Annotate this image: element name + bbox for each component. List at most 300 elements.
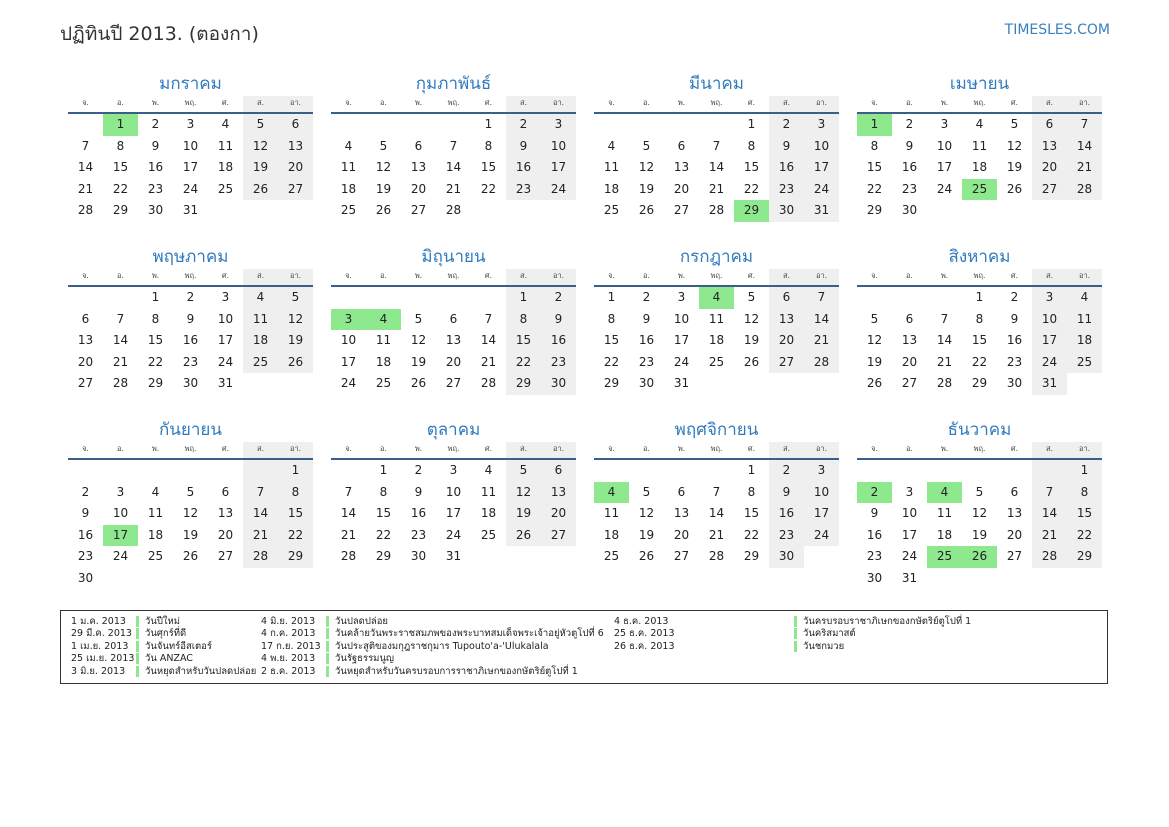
day-cell[interactable]: 8 — [607, 311, 616, 326]
day-cell[interactable]: 2 — [905, 117, 914, 131]
day-cell[interactable]: 6 — [278, 114, 313, 136]
day-cell[interactable]: 22 — [603, 354, 620, 369]
day-cell[interactable]: 28 — [708, 203, 725, 218]
day-cell[interactable]: 25 — [708, 354, 725, 369]
day-cell[interactable]: 1 — [975, 290, 984, 304]
day-cell[interactable]: 8 — [747, 138, 756, 153]
day-cell[interactable]: 8 — [1067, 482, 1102, 504]
day-cell[interactable]: 21 — [445, 181, 462, 196]
day-cell[interactable]: 7 — [1032, 482, 1067, 504]
day-cell[interactable]: 23 — [638, 354, 655, 369]
day-cell[interactable]: 19 — [278, 330, 313, 352]
day-cell[interactable]: 11 — [375, 333, 392, 348]
day-cell[interactable]: 1 — [747, 117, 756, 131]
day-cell[interactable]: 17 — [541, 157, 576, 179]
day-cell[interactable]: 21 — [243, 525, 278, 547]
day-cell[interactable]: 24 — [541, 179, 576, 201]
day-cell[interactable]: 7 — [344, 484, 353, 499]
day-cell[interactable]: 27 — [673, 203, 690, 218]
day-cell[interactable]: 5 — [414, 311, 423, 326]
day-cell[interactable]: 16 — [541, 330, 576, 352]
day-cell[interactable]: 27 — [901, 376, 918, 391]
day-cell[interactable]: 2 — [541, 287, 576, 309]
day-cell[interactable]: 23 — [541, 352, 576, 374]
day-cell[interactable]: 18 — [1067, 330, 1102, 352]
day-cell[interactable]: 2 — [769, 114, 804, 136]
day-cell[interactable]: 28 — [340, 549, 357, 564]
day-cell[interactable]: 10 — [804, 136, 839, 158]
day-cell[interactable]: 23 — [147, 181, 164, 196]
day-cell[interactable]: 30 — [769, 546, 804, 568]
day-cell[interactable]: 12 — [182, 506, 199, 521]
holiday-day-cell[interactable]: 25 — [927, 546, 962, 568]
day-cell[interactable]: 29 — [603, 376, 620, 391]
day-cell[interactable]: 14 — [480, 333, 497, 348]
day-cell[interactable]: 15 — [147, 333, 164, 348]
day-cell[interactable]: 11 — [708, 311, 725, 326]
day-cell[interactable]: 13 — [217, 506, 234, 521]
day-cell[interactable]: 15 — [278, 503, 313, 525]
day-cell[interactable]: 3 — [804, 114, 839, 136]
day-cell[interactable]: 6 — [221, 484, 230, 499]
day-cell[interactable]: 29 — [112, 203, 129, 218]
day-cell[interactable]: 25 — [603, 203, 620, 218]
day-cell[interactable]: 21 — [936, 354, 953, 369]
day-cell[interactable]: 24 — [936, 181, 953, 196]
day-cell[interactable]: 22 — [147, 354, 164, 369]
day-cell[interactable]: 10 — [340, 333, 357, 348]
day-cell[interactable]: 5 — [642, 138, 651, 153]
day-cell[interactable]: 11 — [971, 138, 988, 153]
day-cell[interactable]: 5 — [379, 138, 388, 153]
day-cell[interactable]: 31 — [182, 203, 199, 218]
day-cell[interactable]: 13 — [901, 333, 918, 348]
day-cell[interactable]: 31 — [804, 200, 839, 222]
day-cell[interactable]: 23 — [866, 549, 883, 564]
day-cell[interactable]: 8 — [116, 138, 125, 153]
day-cell[interactable]: 20 — [410, 181, 427, 196]
day-cell[interactable]: 15 — [603, 333, 620, 348]
day-cell[interactable]: 7 — [449, 138, 458, 153]
day-cell[interactable]: 20 — [901, 354, 918, 369]
day-cell[interactable]: 6 — [81, 311, 90, 326]
day-cell[interactable]: 16 — [866, 527, 883, 542]
day-cell[interactable]: 14 — [445, 160, 462, 175]
day-cell[interactable]: 25 — [340, 203, 357, 218]
day-cell[interactable]: 24 — [1032, 352, 1067, 374]
day-cell[interactable]: 29 — [743, 549, 760, 564]
day-cell[interactable]: 9 — [186, 311, 195, 326]
day-cell[interactable]: 21 — [708, 181, 725, 196]
day-cell[interactable]: 18 — [217, 160, 234, 175]
day-cell[interactable]: 12 — [638, 160, 655, 175]
day-cell[interactable]: 30 — [901, 203, 918, 218]
day-cell[interactable]: 17 — [901, 527, 918, 542]
day-cell[interactable]: 28 — [112, 376, 129, 391]
day-cell[interactable]: 19 — [743, 333, 760, 348]
day-cell[interactable]: 23 — [901, 181, 918, 196]
day-cell[interactable]: 28 — [936, 376, 953, 391]
day-cell[interactable]: 8 — [870, 138, 879, 153]
day-cell[interactable]: 21 — [77, 181, 94, 196]
day-cell[interactable]: 2 — [414, 463, 423, 477]
day-cell[interactable]: 12 — [971, 506, 988, 521]
day-cell[interactable]: 13 — [541, 482, 576, 504]
day-cell[interactable]: 14 — [77, 160, 94, 175]
day-cell[interactable]: 6 — [677, 484, 686, 499]
day-cell[interactable]: 27 — [77, 376, 94, 391]
day-cell[interactable]: 10 — [541, 136, 576, 158]
day-cell[interactable]: 7 — [243, 482, 278, 504]
day-cell[interactable]: 12 — [243, 136, 278, 158]
day-cell[interactable]: 26 — [638, 549, 655, 564]
day-cell[interactable]: 17 — [340, 354, 357, 369]
day-cell[interactable]: 19 — [182, 527, 199, 542]
day-cell[interactable]: 19 — [243, 157, 278, 179]
day-cell[interactable]: 25 — [375, 376, 392, 391]
day-cell[interactable]: 10 — [673, 311, 690, 326]
day-cell[interactable]: 27 — [769, 352, 804, 374]
day-cell[interactable]: 25 — [1067, 352, 1102, 374]
day-cell[interactable]: 8 — [506, 309, 541, 331]
day-cell[interactable]: 27 — [217, 549, 234, 564]
day-cell[interactable]: 22 — [506, 352, 541, 374]
day-cell[interactable]: 20 — [77, 354, 94, 369]
day-cell[interactable]: 17 — [182, 160, 199, 175]
day-cell[interactable]: 25 — [480, 527, 497, 542]
day-cell[interactable]: 13 — [1032, 136, 1067, 158]
day-cell[interactable]: 19 — [1006, 160, 1023, 175]
day-cell[interactable]: 29 — [506, 373, 541, 395]
day-cell[interactable]: 4 — [344, 138, 353, 153]
day-cell[interactable]: 4 — [243, 287, 278, 309]
day-cell[interactable]: 23 — [769, 525, 804, 547]
day-cell[interactable]: 9 — [81, 506, 90, 521]
day-cell[interactable]: 3 — [905, 484, 914, 499]
day-cell[interactable]: 1 — [484, 117, 493, 131]
day-cell[interactable]: 17 — [804, 157, 839, 179]
day-cell[interactable]: 13 — [1006, 506, 1023, 521]
day-cell[interactable]: 26 — [278, 352, 313, 374]
day-cell[interactable]: 19 — [410, 354, 427, 369]
day-cell[interactable]: 15 — [743, 160, 760, 175]
day-cell[interactable]: 12 — [506, 482, 541, 504]
day-cell[interactable]: 30 — [182, 376, 199, 391]
holiday-day-cell[interactable]: 4 — [699, 287, 734, 309]
day-cell[interactable]: 29 — [971, 376, 988, 391]
holiday-day-cell[interactable]: 17 — [103, 525, 138, 547]
day-cell[interactable]: 23 — [410, 527, 427, 542]
day-cell[interactable]: 30 — [410, 549, 427, 564]
day-cell[interactable]: 28 — [708, 549, 725, 564]
day-cell[interactable]: 18 — [971, 160, 988, 175]
day-cell[interactable]: 5 — [975, 484, 984, 499]
day-cell[interactable]: 9 — [151, 138, 160, 153]
day-cell[interactable]: 19 — [971, 527, 988, 542]
day-cell[interactable]: 10 — [804, 482, 839, 504]
day-cell[interactable]: 8 — [747, 484, 756, 499]
day-cell[interactable]: 6 — [449, 311, 458, 326]
day-cell[interactable]: 15 — [971, 333, 988, 348]
day-cell[interactable]: 2 — [769, 460, 804, 482]
day-cell[interactable]: 22 — [480, 181, 497, 196]
day-cell[interactable]: 12 — [1006, 138, 1023, 153]
day-cell[interactable]: 2 — [151, 117, 160, 131]
day-cell[interactable]: 20 — [673, 181, 690, 196]
holiday-day-cell[interactable]: 26 — [962, 546, 997, 568]
day-cell[interactable]: 20 — [1006, 527, 1023, 542]
day-cell[interactable]: 30 — [77, 570, 94, 585]
day-cell[interactable]: 11 — [340, 160, 357, 175]
day-cell[interactable]: 28 — [243, 546, 278, 568]
day-cell[interactable]: 17 — [936, 160, 953, 175]
day-cell[interactable]: 6 — [1010, 484, 1019, 499]
holiday-day-cell[interactable]: 1 — [857, 114, 892, 136]
day-cell[interactable]: 14 — [804, 309, 839, 331]
day-cell[interactable]: 31 — [1032, 373, 1067, 395]
day-cell[interactable]: 26 — [182, 549, 199, 564]
day-cell[interactable]: 1 — [1067, 460, 1102, 482]
day-cell[interactable]: 5 — [870, 311, 879, 326]
day-cell[interactable]: 24 — [445, 527, 462, 542]
day-cell[interactable]: 26 — [866, 376, 883, 391]
day-cell[interactable]: 9 — [506, 136, 541, 158]
day-cell[interactable]: 25 — [243, 352, 278, 374]
day-cell[interactable]: 13 — [77, 333, 94, 348]
day-cell[interactable]: 24 — [340, 376, 357, 391]
day-cell[interactable]: 6 — [541, 460, 576, 482]
day-cell[interactable]: 16 — [1006, 333, 1023, 348]
day-cell[interactable]: 16 — [410, 506, 427, 521]
day-cell[interactable]: 31 — [901, 570, 918, 585]
day-cell[interactable]: 1 — [151, 290, 160, 304]
day-cell[interactable]: 21 — [708, 527, 725, 542]
holiday-day-cell[interactable]: 1 — [103, 114, 138, 136]
day-cell[interactable]: 18 — [375, 354, 392, 369]
day-cell[interactable]: 28 — [480, 376, 497, 391]
holiday-day-cell[interactable]: 2 — [857, 482, 892, 504]
day-cell[interactable]: 30 — [541, 373, 576, 395]
day-cell[interactable]: 18 — [340, 181, 357, 196]
day-cell[interactable]: 16 — [182, 333, 199, 348]
day-cell[interactable]: 24 — [901, 549, 918, 564]
day-cell[interactable]: 22 — [971, 354, 988, 369]
day-cell[interactable]: 11 — [217, 138, 234, 153]
day-cell[interactable]: 14 — [708, 506, 725, 521]
holiday-day-cell[interactable]: 4 — [366, 309, 401, 331]
day-cell[interactable]: 9 — [1010, 311, 1019, 326]
day-cell[interactable]: 19 — [866, 354, 883, 369]
day-cell[interactable]: 3 — [449, 463, 458, 477]
day-cell[interactable]: 3 — [541, 114, 576, 136]
day-cell[interactable]: 16 — [901, 160, 918, 175]
day-cell[interactable]: 15 — [480, 160, 497, 175]
day-cell[interactable]: 7 — [1067, 114, 1102, 136]
day-cell[interactable]: 12 — [866, 333, 883, 348]
day-cell[interactable]: 7 — [484, 311, 493, 326]
day-cell[interactable]: 13 — [673, 160, 690, 175]
day-cell[interactable]: 23 — [506, 179, 541, 201]
day-cell[interactable]: 17 — [673, 333, 690, 348]
day-cell[interactable]: 10 — [901, 506, 918, 521]
day-cell[interactable]: 17 — [445, 506, 462, 521]
day-cell[interactable]: 20 — [769, 330, 804, 352]
day-cell[interactable]: 18 — [603, 181, 620, 196]
day-cell[interactable]: 14 — [1067, 136, 1102, 158]
day-cell[interactable]: 10 — [936, 138, 953, 153]
day-cell[interactable]: 7 — [940, 311, 949, 326]
day-cell[interactable]: 7 — [116, 311, 125, 326]
day-cell[interactable]: 28 — [77, 203, 94, 218]
day-cell[interactable]: 1 — [506, 287, 541, 309]
day-cell[interactable]: 16 — [506, 157, 541, 179]
day-cell[interactable]: 17 — [217, 333, 234, 348]
day-cell[interactable]: 4 — [607, 138, 616, 153]
day-cell[interactable]: 15 — [506, 330, 541, 352]
day-cell[interactable]: 26 — [506, 525, 541, 547]
day-cell[interactable]: 30 — [1006, 376, 1023, 391]
day-cell[interactable]: 23 — [182, 354, 199, 369]
day-cell[interactable]: 23 — [769, 179, 804, 201]
day-cell[interactable]: 27 — [445, 376, 462, 391]
day-cell[interactable]: 7 — [712, 484, 721, 499]
day-cell[interactable]: 20 — [673, 527, 690, 542]
day-cell[interactable]: 5 — [243, 114, 278, 136]
day-cell[interactable]: 2 — [506, 114, 541, 136]
day-cell[interactable]: 13 — [769, 309, 804, 331]
day-cell[interactable]: 15 — [1067, 503, 1102, 525]
day-cell[interactable]: 9 — [870, 506, 879, 521]
day-cell[interactable]: 3 — [940, 117, 949, 131]
day-cell[interactable]: 18 — [708, 333, 725, 348]
day-cell[interactable]: 2 — [1010, 290, 1019, 304]
day-cell[interactable]: 17 — [804, 503, 839, 525]
day-cell[interactable]: 5 — [1010, 117, 1019, 131]
day-cell[interactable]: 24 — [182, 181, 199, 196]
day-cell[interactable]: 22 — [278, 525, 313, 547]
day-cell[interactable]: 5 — [506, 460, 541, 482]
day-cell[interactable]: 28 — [1067, 179, 1102, 201]
day-cell[interactable]: 3 — [221, 290, 230, 304]
holiday-day-cell[interactable]: 3 — [331, 309, 366, 331]
day-cell[interactable]: 4 — [484, 463, 493, 477]
day-cell[interactable]: 18 — [147, 527, 164, 542]
day-cell[interactable]: 29 — [375, 549, 392, 564]
day-cell[interactable]: 26 — [743, 354, 760, 369]
day-cell[interactable]: 22 — [1067, 525, 1102, 547]
day-cell[interactable]: 29 — [1067, 546, 1102, 568]
day-cell[interactable]: 1 — [379, 463, 388, 477]
day-cell[interactable]: 4 — [221, 117, 230, 131]
day-cell[interactable]: 20 — [278, 157, 313, 179]
day-cell[interactable]: 22 — [375, 527, 392, 542]
day-cell[interactable]: 29 — [866, 203, 883, 218]
day-cell[interactable]: 25 — [603, 549, 620, 564]
day-cell[interactable]: 8 — [484, 138, 493, 153]
day-cell[interactable]: 11 — [147, 506, 164, 521]
day-cell[interactable]: 20 — [1032, 157, 1067, 179]
day-cell[interactable]: 21 — [480, 354, 497, 369]
day-cell[interactable]: 30 — [638, 376, 655, 391]
day-cell[interactable]: 24 — [112, 549, 129, 564]
holiday-day-cell[interactable]: 4 — [594, 482, 629, 504]
day-cell[interactable]: 29 — [147, 376, 164, 391]
day-cell[interactable]: 26 — [638, 203, 655, 218]
day-cell[interactable]: 10 — [217, 311, 234, 326]
day-cell[interactable]: 20 — [217, 527, 234, 542]
day-cell[interactable]: 21 — [1032, 525, 1067, 547]
day-cell[interactable]: 27 — [410, 203, 427, 218]
day-cell[interactable]: 19 — [638, 181, 655, 196]
day-cell[interactable]: 9 — [905, 138, 914, 153]
day-cell[interactable]: 26 — [410, 376, 427, 391]
day-cell[interactable]: 21 — [112, 354, 129, 369]
day-cell[interactable]: 19 — [506, 503, 541, 525]
day-cell[interactable]: 13 — [410, 160, 427, 175]
day-cell[interactable]: 16 — [147, 160, 164, 175]
day-cell[interactable]: 18 — [243, 330, 278, 352]
day-cell[interactable]: 12 — [375, 160, 392, 175]
day-cell[interactable]: 4 — [151, 484, 160, 499]
day-cell[interactable]: 8 — [379, 484, 388, 499]
day-cell[interactable]: 12 — [278, 309, 313, 331]
day-cell[interactable]: 23 — [77, 549, 94, 564]
day-cell[interactable]: 31 — [673, 376, 690, 391]
day-cell[interactable]: 30 — [769, 200, 804, 222]
day-cell[interactable]: 8 — [278, 482, 313, 504]
day-cell[interactable]: 16 — [77, 527, 94, 542]
day-cell[interactable]: 6 — [769, 287, 804, 309]
day-cell[interactable]: 7 — [81, 138, 90, 153]
day-cell[interactable]: 24 — [804, 179, 839, 201]
day-cell[interactable]: 4 — [1067, 287, 1102, 309]
day-cell[interactable]: 14 — [243, 503, 278, 525]
day-cell[interactable]: 16 — [769, 503, 804, 525]
day-cell[interactable]: 2 — [81, 484, 90, 499]
day-cell[interactable]: 3 — [677, 290, 686, 304]
day-cell[interactable]: 5 — [278, 287, 313, 309]
day-cell[interactable]: 12 — [410, 333, 427, 348]
day-cell[interactable]: 22 — [743, 527, 760, 542]
day-cell[interactable]: 18 — [480, 506, 497, 521]
day-cell[interactable]: 27 — [673, 549, 690, 564]
day-cell[interactable]: 30 — [147, 203, 164, 218]
day-cell[interactable]: 14 — [112, 333, 129, 348]
day-cell[interactable]: 15 — [112, 160, 129, 175]
day-cell[interactable]: 5 — [186, 484, 195, 499]
day-cell[interactable]: 2 — [186, 290, 195, 304]
day-cell[interactable]: 8 — [151, 311, 160, 326]
holiday-day-cell[interactable]: 29 — [734, 200, 769, 222]
day-cell[interactable]: 22 — [743, 181, 760, 196]
day-cell[interactable]: 9 — [541, 309, 576, 331]
day-cell[interactable]: 7 — [804, 287, 839, 309]
day-cell[interactable]: 13 — [673, 506, 690, 521]
day-cell[interactable]: 16 — [638, 333, 655, 348]
day-cell[interactable]: 11 — [480, 484, 497, 499]
day-cell[interactable]: 15 — [743, 506, 760, 521]
day-cell[interactable]: 3 — [804, 460, 839, 482]
day-cell[interactable]: 30 — [866, 570, 883, 585]
day-cell[interactable]: 18 — [936, 527, 953, 542]
day-cell[interactable]: 6 — [905, 311, 914, 326]
day-cell[interactable]: 27 — [1032, 179, 1067, 201]
day-cell[interactable]: 6 — [414, 138, 423, 153]
day-cell[interactable]: 27 — [1006, 549, 1023, 564]
day-cell[interactable]: 26 — [243, 179, 278, 201]
day-cell[interactable]: 12 — [743, 311, 760, 326]
day-cell[interactable]: 12 — [638, 506, 655, 521]
